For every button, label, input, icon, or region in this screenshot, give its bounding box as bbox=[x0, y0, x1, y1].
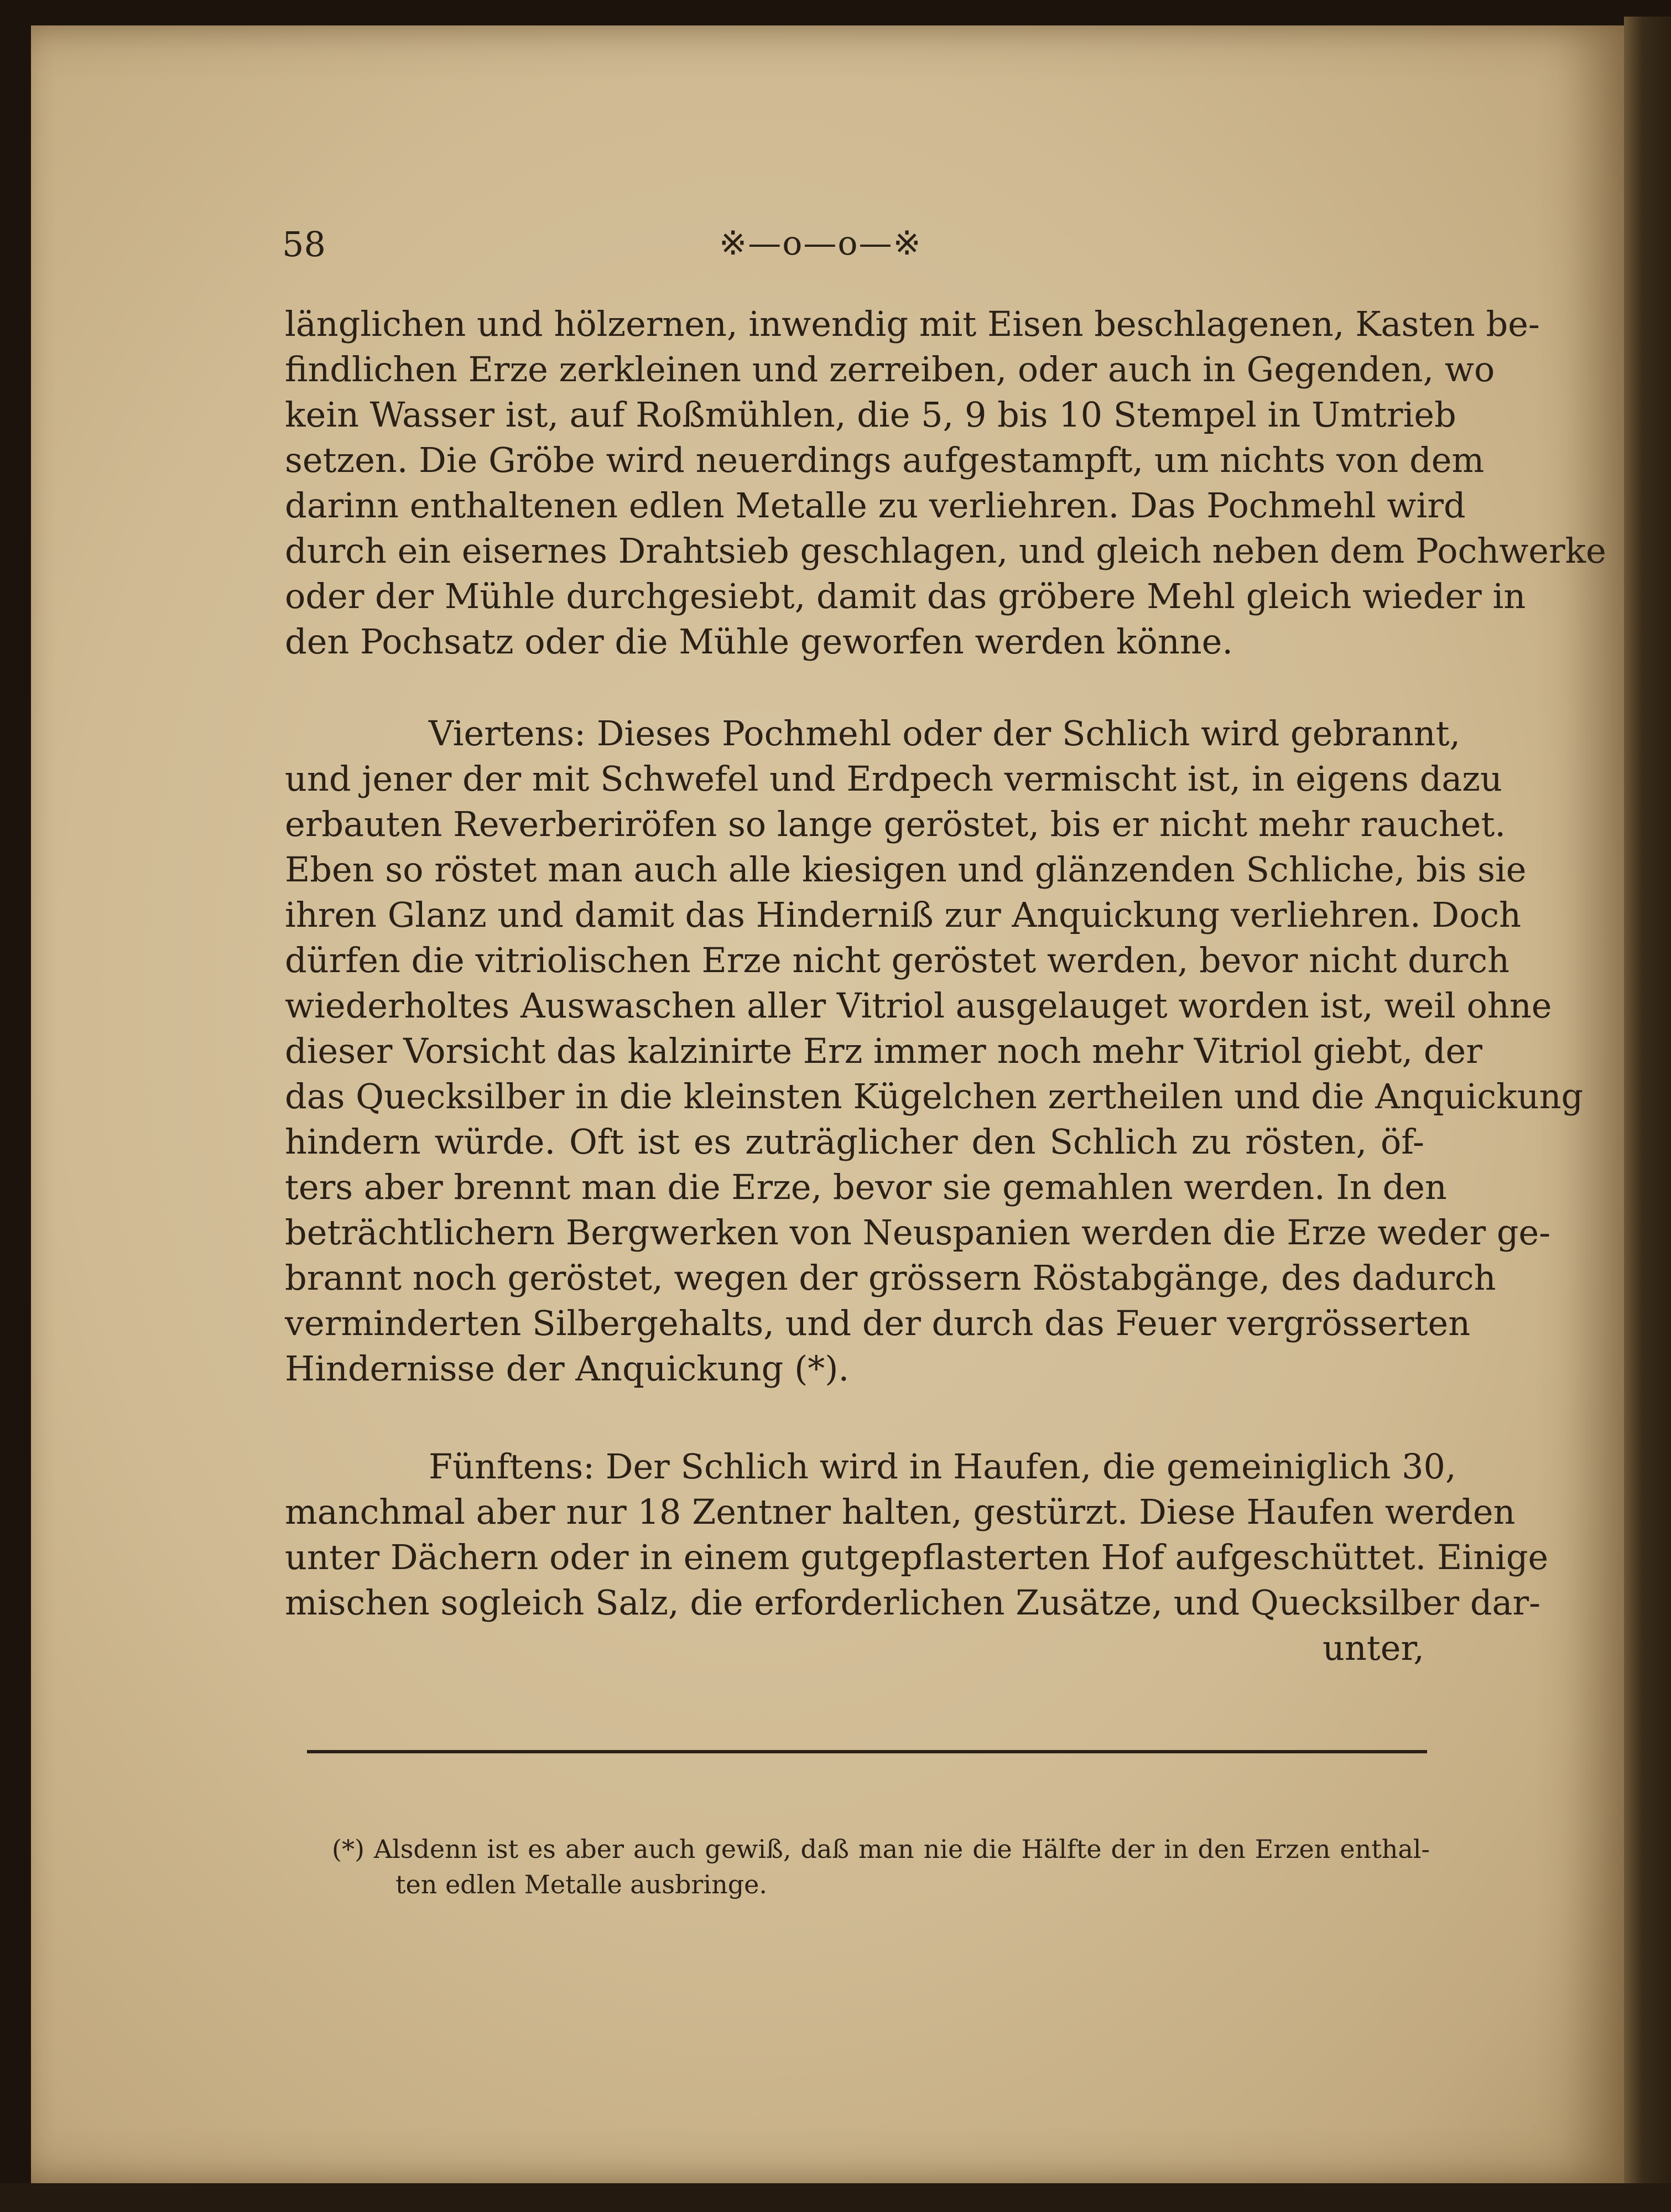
page-edge bbox=[1624, 17, 1671, 2191]
footnote-rule bbox=[307, 1750, 1427, 1753]
text-line: mischen sogleich Salz, die erforderlichen Zusätze, und Quecksilber dar- bbox=[285, 1582, 1541, 1623]
text-line: länglichen und hölzernen, inwendig mit Eisen beschlagenen, Kasten be- bbox=[285, 304, 1540, 344]
text-line: brannt noch geröstet, wegen der grössern Röstabgänge, des dadurch bbox=[285, 1258, 1496, 1298]
text-line: dieser Vorsicht das kalzinirte Erz immer noch mehr Vitriol giebt, der bbox=[285, 1031, 1482, 1071]
text-line: das Quecksilber in die kleinsten Kügelchen zertheilen und die Anquickung bbox=[285, 1076, 1584, 1117]
footnote-line: ten edlen Metalle ausbringe. bbox=[395, 1870, 768, 1899]
text-line: durch ein eisernes Drahtsieb geschlagen, und gleich neben dem Pochwerke bbox=[285, 531, 1606, 571]
text-line: Hindernisse der Anquickung (*). bbox=[285, 1348, 850, 1389]
text-line: beträchtlichern Bergwerken von Neuspanien werden die Erze weder ge- bbox=[285, 1212, 1551, 1253]
text-line: verminderten Silbergehalts, und der durch das Feuer vergrösserten bbox=[285, 1303, 1471, 1343]
catchword: unter, bbox=[1322, 1628, 1424, 1668]
text-line: wiederholtes Auswaschen aller Vitriol ausgelauget worden ist, weil ohne bbox=[285, 985, 1552, 1026]
text-line: und jener der mit Schwefel und Erdpech vermischt ist, in eigens dazu bbox=[285, 759, 1502, 799]
text-line: findlichen Erze zerkleinen und zerreiben, oder auch in Gegenden, wo bbox=[285, 349, 1495, 390]
paragraph-3 bbox=[285, 1444, 1549, 1671]
text-line: den Pochsatz oder die Mühle geworfen werden könne. bbox=[285, 621, 1233, 662]
text-line: oder der Mühle durchgesiebt, damit das gröbere Mehl gleich wieder in bbox=[285, 576, 1526, 616]
text-line: kein Wasser ist, auf Roßmühlen, die 5, 9 bis 10 Stempel in Umtrieb bbox=[285, 394, 1456, 435]
text-line: manchmal aber nur 18 Zentner halten, gestürzt. Diese Haufen werden bbox=[285, 1492, 1516, 1532]
header-ornament: ※—o—o—※ bbox=[719, 224, 922, 263]
text-line: Viertens: Dieses Pochmehl oder der Schlich wird gebrannt, bbox=[429, 713, 1461, 754]
paragraph-2 bbox=[285, 711, 1584, 1391]
text-line: setzen. Die Gröbe wird neuerdings aufgestampft, um nichts von dem bbox=[285, 440, 1485, 480]
text-line: hindern würde. Oft ist es zuträglicher den Schlich zu rösten, öf- bbox=[285, 1121, 1424, 1162]
text-line: darinn enthaltenen edlen Metalle zu verliehren. Das Pochmehl wird bbox=[285, 485, 1466, 526]
scan-border bbox=[0, 2183, 1671, 2212]
running-header bbox=[282, 224, 1427, 285]
text-line: unter Dächern oder in einem gutgepflasterten Hof aufgeschüttet. Einige bbox=[285, 1537, 1549, 1577]
text-line: ters aber brennt man die Erze, bevor sie gemahlen werden. In den bbox=[285, 1167, 1447, 1207]
text-line: erbauten Reverberiröfen so lange geröstet, bis er nicht mehr rauchet. bbox=[285, 804, 1506, 844]
paragraph-1 bbox=[285, 302, 1606, 664]
footnote bbox=[332, 1831, 1430, 1902]
footnote-line: (*) Alsdenn ist es aber auch gewiß, daß man nie die Hälfte der in den Erzen enthal- bbox=[332, 1834, 1430, 1864]
text-line: Eben so röstet man auch alle kiesigen und glänzenden Schliche, bis sie bbox=[285, 849, 1527, 890]
text-line: Fünftens: Der Schlich wird in Haufen, die gemeiniglich 30, bbox=[429, 1446, 1456, 1487]
text-line: dürfen die vitriolischen Erze nicht geröstet werden, bevor nicht durch bbox=[285, 940, 1510, 980]
text-line: ihren Glanz und damit das Hinderniß zur Anquickung verliehren. Doch bbox=[285, 895, 1522, 935]
page-number: 58 bbox=[282, 224, 326, 264]
